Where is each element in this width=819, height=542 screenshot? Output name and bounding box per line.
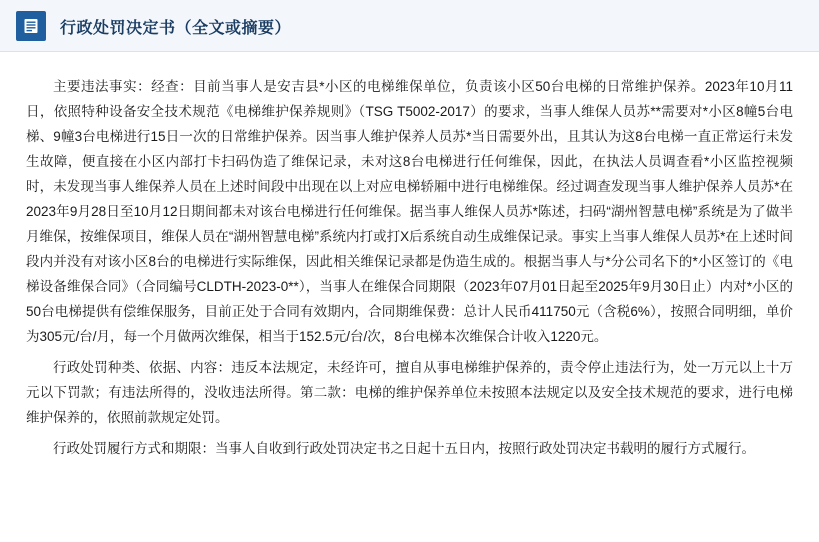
document-header (0, 0, 819, 52)
document-lines-icon (16, 11, 46, 41)
paragraph-performance-term: 行政处罚履行方式和期限：当事人自收到行政处罚决定书之日起十五日内，按照行政处罚决定书载明的履行方式履行。 (53, 441, 755, 456)
header-divider (0, 51, 819, 52)
paragraph-penalty-basis: 行政处罚种类、依据、内容：违反本法规定，未经许可，擅自从事电梯维护保养的，责令停止违法行为，处一万元以上十万元以下罚款；有违法所得的，没收违法所得。第二款：电梯的维护保养单位未按照本法规定以及安全技术规范的要求，进行电梯维护保养的，依照前款规定处罚。 (26, 360, 793, 425)
paragraph-main-facts: 主要违法事实：经查：目前当事人是安吉县*小区的电梯维保单位，负责该小区50台电梯的日常维护保养。2023年10月11日，依照特种设备安全技术规范《电梯维护保养规则》（TSG T5002-2017）的要求，当事人维保人员苏**需要对*小区8幢5台电梯、9幢3台电梯进行15日一次的日常维护保养。因当事人维护保养人员苏*当日需要外出，且其认为这8台电梯一直正常运行未发生故障，便直接在小区内部打卡扫码伪造了维保记录，未对这8台电梯进行任何维保，因此，在执法人员调查看*小区监控视频时，未发现当事人维保养人员在上述时间段中出现在以上对应电梯轿厢中进行电梯维保。经过调查发现当事人维护保养人员苏*在2023年9月28日至10月12日期间都未对该台电梯进行任何维保。据当事人维保人员苏*陈述，扫码“湖州智慧电梯”系统是为了做半月维保，按维保项目，维保人员在“湖州智慧电梯”系统内打或打X后系统自动生成维保记录。事实上当事人维保人员苏*在上述时间段内并没有对该小区8台的电梯进行实际维保，因此相关维保记录都是伪造生成的。根据当事人与*分公司名下的*小区签订的《电梯设备维保合同》（合同编号CLDTH-2023-0**），当事人在维保合同期限（2023年07月01日起至2025年9月30日止）内对*小区的50台电梯提供有偿维保服务，目前正处于合同有效期内，合同期维保费：总计人民币411750元（含税6%），按照合同明细，单价为305元/台/月，每一个月做两次维保，相当于152.5元/台/次，8台电梯本次维保合计收入1220元。 (26, 79, 793, 344)
page-title: 行政处罚决定书（全文或摘要） (60, 19, 292, 37)
document-content (0, 52, 819, 471)
